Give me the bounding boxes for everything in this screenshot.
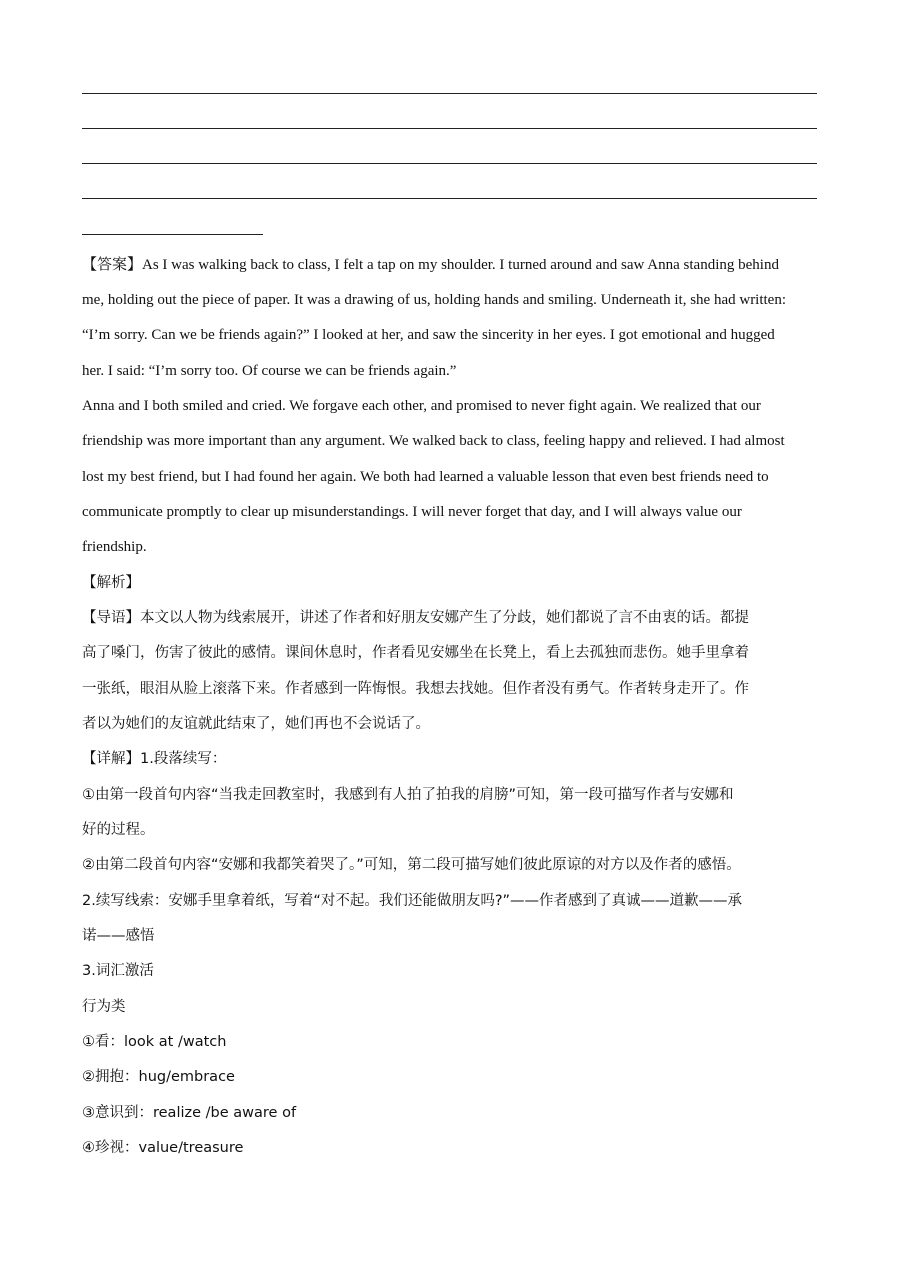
answer-text-line: friendship. [82, 539, 147, 555]
analysis-heading: 【解析】 [82, 575, 140, 591]
detail-text-line: ②由第二段首句内容“安娜和我都笑着哭了。”可知，第二段可描写她们彼此原谅的对方以及作者的感悟。 [82, 857, 741, 873]
answer-text-line: “I’m sorry. Can we be friends again?” I looked at her, and saw the sincerity in her eyes. I got emotional and hugged [82, 327, 775, 343]
answer-text-line: me, holding out the piece of paper. It was a drawing of us, holding hands and smiling. Underneath it, she had written: [82, 292, 787, 308]
intro-text-line: 【导语】本文以人物为线索展开，讲述了作者和好朋友安娜产生了分歧，她们都说了言不由衷的话。都提 [82, 610, 749, 626]
vocab-category: 行为类 [82, 999, 126, 1015]
intro-text-line: 者以为她们的友谊就此结束了，她们再也不会说话了。 [82, 716, 430, 732]
answer-line-5 [82, 234, 263, 235]
answer-line-1 [82, 93, 817, 94]
vocab-item: ①看：look at /watch [82, 1034, 227, 1050]
detail-text-line: 诺——感悟 [82, 928, 155, 944]
detail-heading: 【详解】1.段落续写： [82, 751, 227, 767]
detail-text-line: 好的过程。 [82, 822, 155, 838]
vocab-item: ②拥抱：hug/embrace [82, 1069, 235, 1085]
detail-text-line: 2.续写线索：安娜手里拿着纸，写着“对不起。我们还能做朋友吗?”——作者感到了真诚——道歉——承 [82, 893, 743, 909]
answer-line-2 [82, 128, 817, 129]
answer-text-line: her. I said: “I’m sorry too. Of course we can be friends again.” [82, 363, 457, 379]
vocab-item: ④珍视：value/treasure [82, 1140, 244, 1156]
intro-text-line: 一张纸，眼泪从脸上滚落下来。作者感到一阵悔恨。我想去找她。但作者没有勇气。作者转身走开了。作 [82, 681, 749, 697]
answer-text-line: friendship was more important than any argument. We walked back to class, feeling happy and relieved. I had almost [82, 433, 785, 449]
answer-text-line: communicate promptly to clear up misunderstandings. I will never forget that day, and I will always value our [82, 504, 742, 520]
answer-text-line: 【答案】As I was walking back to class, I felt a tap on my shoulder. I turned around and saw Anna standing behind [82, 257, 779, 273]
intro-text-line: 高了嗓门，伤害了彼此的感情。课间休息时，作者看见安娜坐在长凳上，看上去孤独而悲伤。她手里拿着 [82, 645, 749, 661]
answer-text-line: Anna and I both smiled and cried. We forgave each other, and promised to never fight again. We realized that our [82, 398, 761, 414]
vocab-item: ③意识到：realize /be aware of [82, 1105, 297, 1121]
detail-text-line: ①由第一段首句内容“当我走回教室时，我感到有人拍了拍我的肩膀”可知，第一段可描写作者与安娜和 [82, 787, 734, 803]
answer-text-line: lost my best friend, but I had found her again. We both had learned a valuable lesson that even best friends need to [82, 469, 769, 485]
vocab-heading: 3.词汇激活 [82, 963, 154, 979]
answer-line-4 [82, 198, 817, 199]
answer-line-3 [82, 163, 817, 164]
